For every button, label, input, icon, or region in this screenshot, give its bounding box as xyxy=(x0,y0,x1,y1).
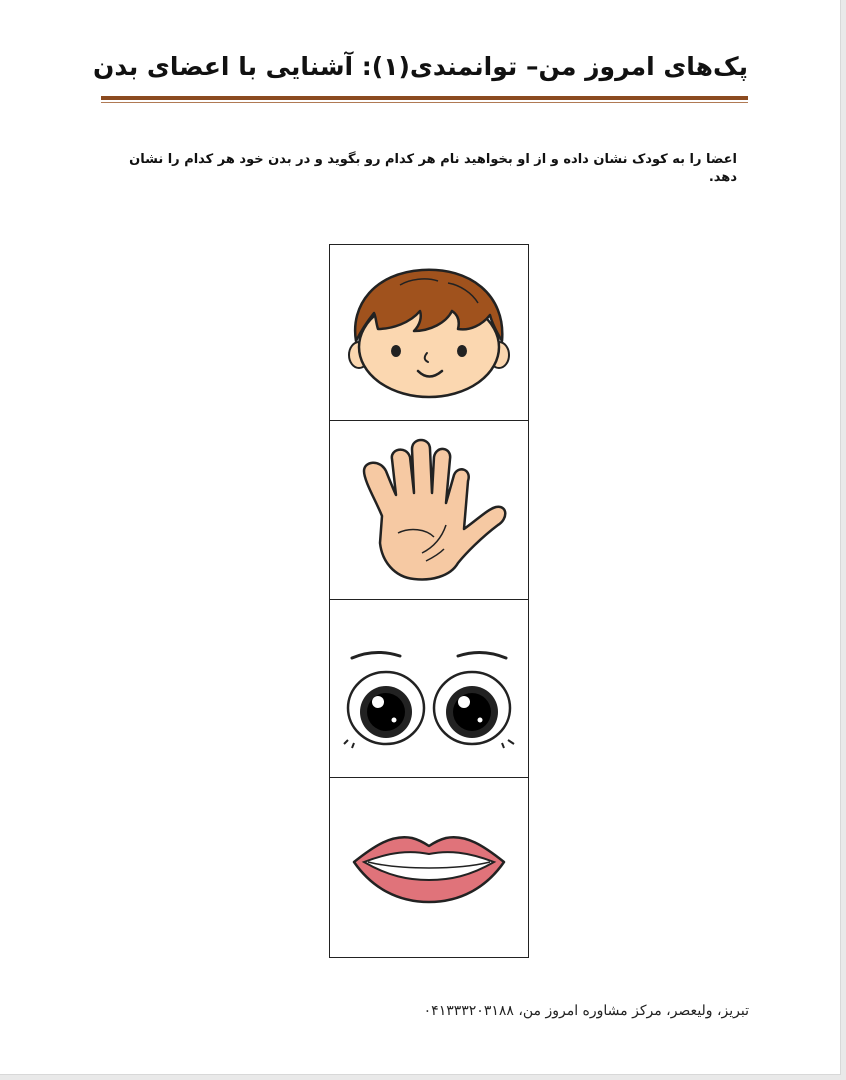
hand-icon xyxy=(330,421,528,600)
eyes-icon xyxy=(330,600,528,778)
boy-face-icon xyxy=(330,245,528,421)
card-eyes xyxy=(330,600,528,778)
instruction-text: اعضا را به کودک نشان داده و از او بخواهید نام هر کدام رو بگوید و در بدن خود هر کدام را نشان دهد. xyxy=(129,152,737,185)
title-divider xyxy=(101,96,748,100)
title-divider-thin xyxy=(101,102,748,103)
card-lips xyxy=(330,778,528,957)
card-hand xyxy=(330,421,528,600)
lips-icon xyxy=(330,778,528,957)
footer-address: تبریز، ولیعصر، مرکز مشاوره امروز من، ۰۴۱۳۳۳۲۰۳۱۸۸ xyxy=(423,1003,749,1019)
page-title: پک‌های امروز من– توانمندی(۱): آشنایی با اعضای بدن xyxy=(93,52,748,81)
body-parts-card-strip xyxy=(329,244,529,958)
card-face xyxy=(330,245,528,421)
